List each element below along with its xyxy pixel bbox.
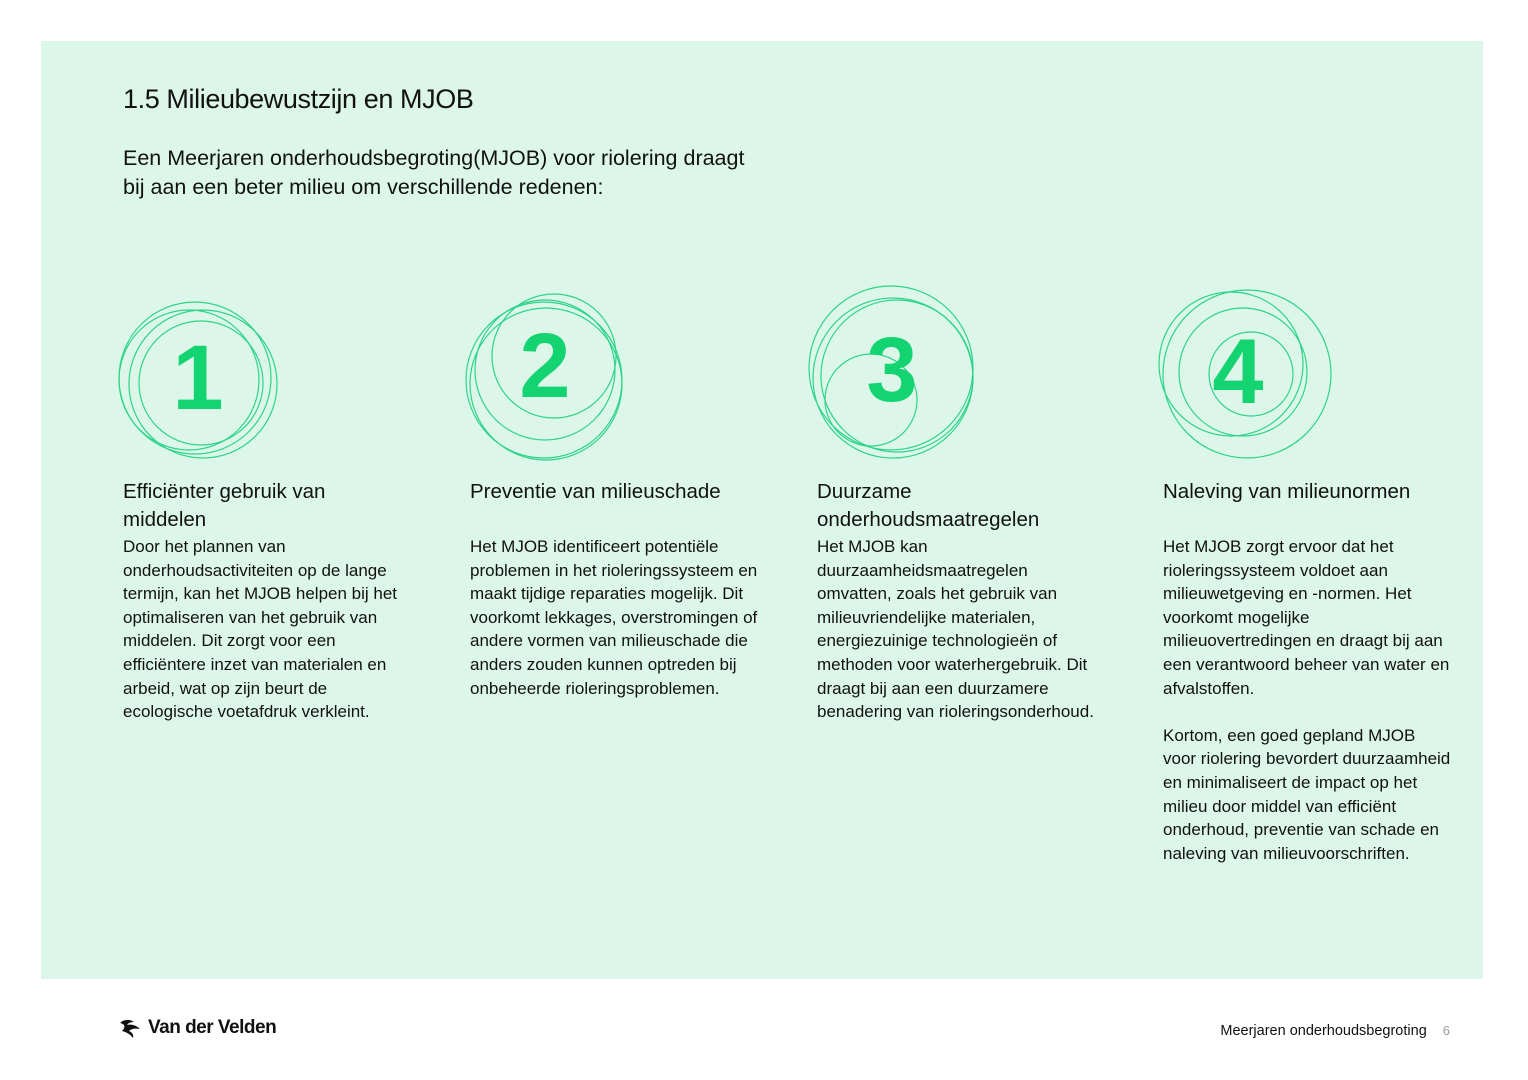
item-number: 3 — [866, 319, 918, 421]
intro-text: Een Meerjaren onderhoudsbegroting(MJOB) voor riolering draagt bij aan een beter milieu om verschillende redenen: — [123, 146, 745, 199]
item-paragraph: Het MJOB kan duurzaamheidsmaatregelen omvatten, zoals het gebruik van milieuvriendelijke materialen, energiezuinige technologieën of methoden voor waterhergebruik. Dit draagt bij aan een duurzamere benadering van rioleringsonderhoud. — [817, 537, 1094, 722]
item-body — [1163, 535, 1453, 865]
reason-column-2 — [470, 280, 760, 698]
reason-column-4 — [1163, 280, 1453, 863]
item-paragraph: Het MJOB zorgt ervoor dat het rioleringssysteem voldoet aan milieuwetgeving en -normen. Het voorkomt mogelijke milieuovertredingen en draagt bij aan een verantwoord beheer van water en afvalstoffen. — [1163, 537, 1450, 698]
document-title: Meerjaren onderhoudsbegroting — [1220, 1023, 1427, 1039]
section-title: 1.5 Milieubewustzijn en MJOB — [123, 84, 474, 114]
number-badge — [450, 280, 640, 470]
swoosh-bird-icon — [118, 1017, 142, 1039]
item-paragraph: Kortom, een goed gepland MJOB voor riolering bevordert duurzaamheid en minimaliseert de impact op het milieu door middel van efficiënt onderhoud, preventie van schade en naleving van milieuvoorschriften. — [1163, 725, 1451, 863]
brand-name: Van der Velden — [148, 1017, 277, 1038]
item-title: Naleving van milieunormen — [1163, 480, 1411, 503]
item-title: Efficiënter gebruik van middelen — [123, 480, 326, 531]
page-footer — [1220, 1023, 1450, 1039]
reason-column-3 — [817, 280, 1107, 722]
number-badge — [1143, 280, 1333, 470]
item-title: Preventie van milieuschade — [470, 480, 721, 503]
item-body — [123, 535, 413, 724]
item-number: 2 — [519, 315, 571, 417]
item-number: 4 — [1212, 321, 1264, 423]
reason-column-1 — [123, 280, 413, 722]
number-badge — [797, 280, 987, 470]
item-paragraph: Het MJOB identificeert potentiële problemen in het rioleringssysteem en maakt tijdige reparaties mogelijk. Dit voorkomt lekkages, overstromingen of andere vormen van milieuschade die anders zouden kunnen optreden bij onbeheerde rioleringsproblemen. — [470, 537, 758, 698]
item-body — [470, 535, 760, 700]
item-title: Duurzame onderhoudsmaatregelen — [817, 480, 1040, 531]
item-number: 1 — [172, 327, 224, 429]
item-body — [817, 535, 1107, 724]
item-paragraph: Door het plannen van onderhoudsactiviteiten op de lange termijn, kan het MJOB helpen bij het optimaliseren van het gebruik van middelen. Dit zorgt voor een efficiëntere inzet van materialen en arbeid, wat op zijn beurt de ecologische voetafdruk verkleint. — [123, 537, 398, 722]
page-number: 6 — [1442, 1023, 1450, 1038]
number-badge — [103, 280, 293, 470]
brand-logo — [118, 1017, 276, 1039]
